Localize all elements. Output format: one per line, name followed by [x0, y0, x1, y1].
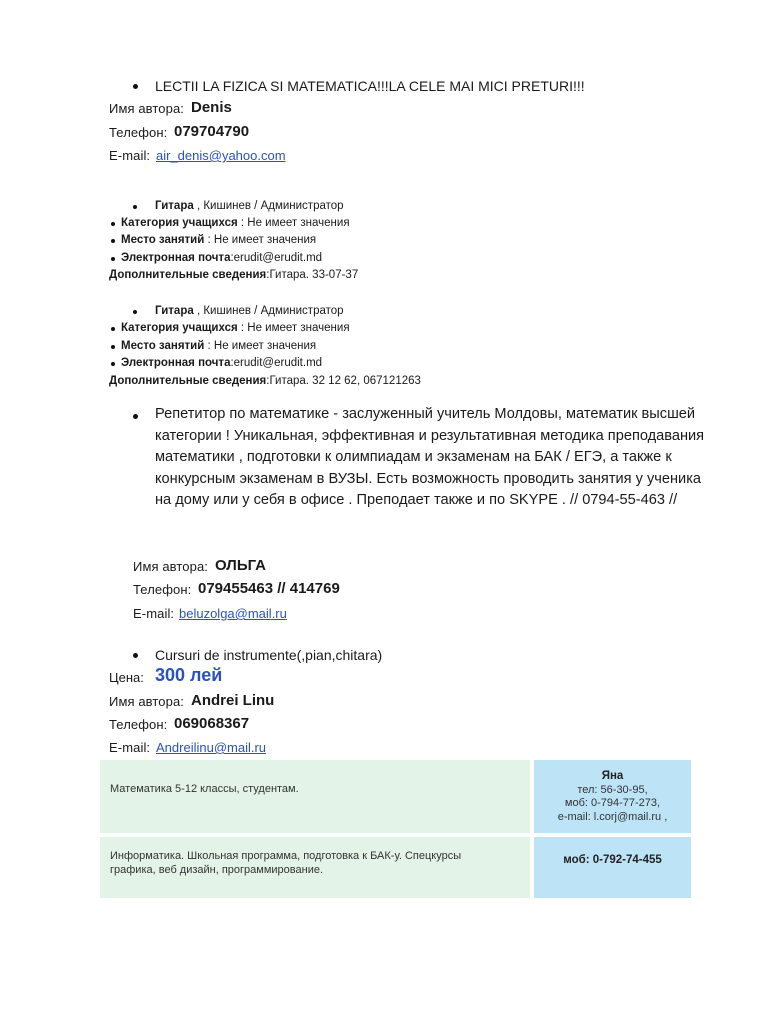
author-name: Andrei Linu — [191, 692, 275, 709]
ad-subject-line — [155, 305, 344, 317]
email-line — [121, 252, 322, 264]
extra-label: Дополнительные сведения — [109, 269, 267, 281]
description-line: графика, веб дизайн, программирование. — [110, 864, 324, 876]
email-link[interactable]: air_denis@yahoo.com — [156, 148, 286, 163]
phone-number: 079455463 // 414769 — [198, 580, 340, 597]
bullet — [111, 257, 115, 261]
email-value: :erudit@erudit.md — [230, 252, 323, 264]
extra-line — [109, 375, 421, 387]
bullet — [133, 414, 138, 419]
students-line — [121, 322, 350, 334]
price-label: Цена: — [109, 670, 144, 685]
students-label: Категория учащихся — [121, 322, 238, 334]
students-line — [121, 217, 350, 229]
description-text: Математика 5-12 классы, студентам. — [110, 783, 299, 795]
place-value: : Не имеет значения — [204, 340, 317, 352]
phone-label: Телефон: — [109, 717, 168, 732]
contact-name: Яна — [601, 770, 624, 782]
author-name: ОЛЬГА — [215, 557, 266, 574]
ad-subject-line — [155, 200, 344, 212]
email-link[interactable]: Andreilinu@mail.ru — [156, 740, 267, 755]
phone-number: 079704790 — [174, 123, 250, 140]
place-value: : Не имеет значения — [204, 234, 317, 246]
students-value: : Не имеет значения — [237, 322, 350, 334]
price-value: 300 лей — [155, 665, 223, 685]
email-value: :erudit@erudit.md — [230, 357, 323, 369]
email-link[interactable]: beluzolga@mail.ru — [179, 606, 287, 621]
contact-phone: тел: 56-30-95, — [577, 783, 648, 796]
extra-label: Дополнительные сведения — [109, 375, 267, 387]
bullet — [111, 239, 115, 243]
bullet — [111, 345, 115, 349]
phone-number: 069068367 — [174, 715, 250, 732]
email-line — [121, 357, 322, 369]
ad-title: LECTII LA FIZICA SI MATEMATICA!!!LA CELE MAI MICI PRETURI!!! — [155, 78, 585, 94]
email-label: E-mail: — [109, 740, 151, 755]
students-value: : Не имеет значения — [237, 217, 350, 229]
bullet — [111, 362, 115, 366]
subject: Гитара — [155, 305, 194, 317]
subject-rest: , Кишинев / Администратор — [193, 200, 344, 212]
email-label: Электронная почта — [121, 252, 231, 264]
bullet — [133, 653, 138, 658]
extra-value: :Гитара. 32 12 62, 067121263 — [266, 375, 421, 387]
bullet — [111, 327, 115, 331]
contact-email: e-mail: l.corj@mail.ru , — [557, 810, 668, 823]
subject: Гитара — [155, 200, 194, 212]
place-label: Место занятий — [121, 340, 205, 352]
extra-value: :Гитара. 33-07-37 — [266, 269, 359, 281]
email-label: E-mail: — [133, 606, 175, 621]
author-label: Имя автора: — [133, 559, 208, 574]
contact-mobile: моб: 0-792-74-455 — [563, 854, 662, 866]
email-label: Электронная почта — [121, 357, 231, 369]
contact-mobile: моб: 0-794-77-273, — [564, 797, 661, 809]
bullet — [133, 84, 138, 89]
table-cell-contact — [534, 760, 691, 833]
students-label: Категория учащихся — [121, 217, 238, 229]
place-label: Место занятий — [121, 234, 205, 246]
table-cell-description — [100, 837, 530, 898]
extra-line — [109, 269, 358, 281]
bullet — [133, 310, 137, 314]
ad-title: Cursuri de instrumente(,pian,chitara) — [155, 647, 383, 663]
author-label: Имя автора: — [109, 694, 184, 709]
table-cell-contact — [534, 837, 691, 898]
email-label: E-mail: — [109, 148, 151, 163]
phone-label: Телефон: — [133, 582, 192, 597]
place-line — [121, 234, 316, 246]
author-label: Имя автора: — [109, 101, 184, 116]
ad-description: Репетитор по математике - заслуженный учитель Молдовы, математик высшей категории ! Уникальная, эффективная и результативная методика преподавания математики , подготовки к олимпиадам и экзаменам на БАК / ЕГЭ, а также к конкурсным экзаменам в ВУЗЫ. Есть возможность проводить занятия у ученика на дому или у себя в офисе . Преподает также и по SKYPE . // 0794-55-463 // — [155, 406, 705, 508]
table-cell-description — [100, 760, 530, 833]
description-line: Информатика. Школьная программа, подготовка к БАК-у. Спецкурсы — [110, 850, 462, 862]
place-line — [121, 340, 316, 352]
subject-rest: , Кишинев / Администратор — [193, 305, 344, 317]
phone-label: Телефон: — [109, 125, 168, 140]
author-name: Denis — [191, 99, 232, 116]
bullet — [133, 205, 137, 209]
bullet — [111, 222, 115, 226]
